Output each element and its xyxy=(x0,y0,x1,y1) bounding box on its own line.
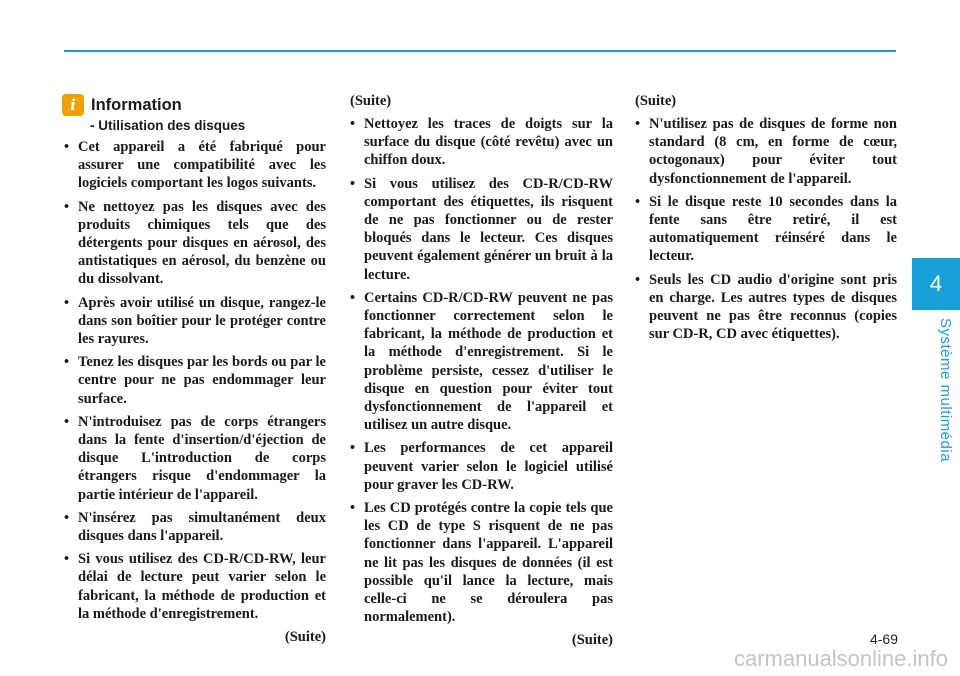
page-number: 4-69 xyxy=(869,631,898,647)
bullet-list-1 xyxy=(62,138,326,623)
column-2 xyxy=(348,92,613,649)
column-3 xyxy=(633,92,897,348)
continued-heading: (Suite) xyxy=(350,93,392,109)
column-1 xyxy=(62,92,326,646)
info-subtitle: - Utilisation des disques xyxy=(90,118,246,133)
list-item: • Si vous utilisez des CD-R/CD-RW, leur délai de lecture peut varier selon le fabricant, la méthode de production et la méthode d'enregistrement. xyxy=(62,550,326,623)
info-icon: i xyxy=(62,94,84,116)
list-item: • Les performances de cet appareil peuvent varier selon le logiciel utilisé pour graver les CD-RW. xyxy=(348,439,613,494)
continued-label: (Suite) xyxy=(284,629,326,646)
list-item: • Si vous utilisez des CD-R/CD-RW comportant des étiquettes, ils risquent de ne pas fonctionner ou de rester bloqués dans le lecteur. Ces disques peuvent également générer un bruit à la lecture. xyxy=(348,175,613,284)
list-item: • Seuls les CD audio d'origine sont pris en charge. Les autres types de disques peuvent ne pas être reconnus (copies sur CD-R, CD avec étiquettes). xyxy=(633,271,897,344)
list-item: • Après avoir utilisé un disque, rangez-le dans son boîtier pour le protéger contre les rayures. xyxy=(62,294,326,349)
chapter-number-tab: 4 xyxy=(912,258,960,310)
list-item: • N'insérez pas simultanément deux disques dans l'appareil. xyxy=(62,509,326,545)
list-item: • N'utilisez pas de disques de forme non standard (8 cm, en forme de cœur, octogonaux) pour éviter tout dysfonctionnement de l'appareil. xyxy=(633,115,897,188)
bullet-list-2 xyxy=(348,115,613,626)
list-item: • N'introduisez pas de corps étrangers dans la fente d'insertion/d'éjection de disque L'introduction de corps étrangers risque d'endommager la partie intérieur de l'appareil. xyxy=(62,413,326,504)
info-title: Information xyxy=(91,95,182,114)
info-header xyxy=(62,92,326,118)
list-item: • Les CD protégés contre la copie tels que les CD de type S risquent de ne pas fonctionner dans l'appareil. L'appareil ne lit pas les disques de données (il est possible qu'il lance la lecture, mais celle-ci ne se déroulera pas normalement). xyxy=(348,499,613,626)
list-item: • Ne nettoyez pas les disques avec des produits chimiques tels que des détergents pour disques en aérosol, des antistatiques en aérosol, du benzène ou du dissolvant. xyxy=(62,198,326,289)
continued-heading: (Suite) xyxy=(635,93,677,109)
list-item: • Certains CD-R/CD-RW peuvent ne pas fonctionner correctement selon le fabricant, la méthode de production et la méthode d'enregistrement. Si le problème persiste, cessez d'utiliser le disque en question pour éviter tout dysfonctionnement de l'appareil et utilisez un autre disque. xyxy=(348,289,613,435)
continued-label: (Suite) xyxy=(571,632,613,649)
list-item: • Cet appareil a été fabriqué pour assurer une compatibilité avec les logiciels comportant les logos suivants. xyxy=(62,138,326,193)
list-item: • Si le disque reste 10 secondes dans la fente sans être retiré, il est automatiquement réinséré dans le lecteur. xyxy=(633,193,897,266)
list-item: • Nettoyez les traces de doigts sur la surface du disque (côté revêtu) avec un chiffon doux. xyxy=(348,115,613,170)
bullet-list-3 xyxy=(633,115,897,343)
list-item: • Tenez les disques par les bords ou par le centre pour ne pas endommager leur surface. xyxy=(62,353,326,408)
header-rule xyxy=(64,50,896,52)
chapter-title: Système multimédia xyxy=(937,318,954,463)
watermark: carmanualsonline.info xyxy=(733,646,948,671)
